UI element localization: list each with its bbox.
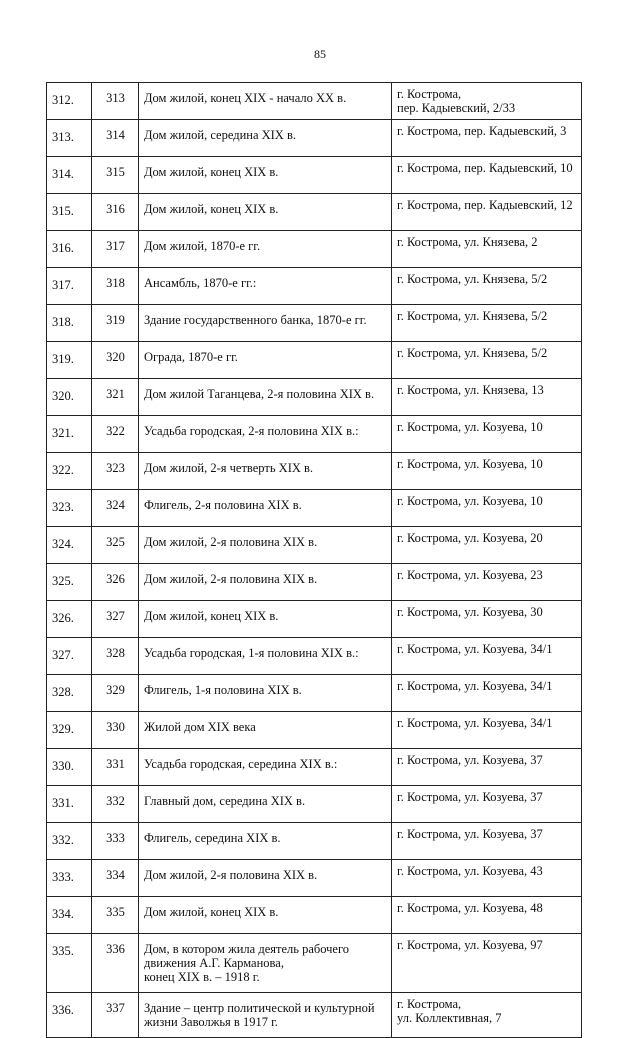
object-code: 330 xyxy=(92,712,139,749)
row-number: 314. xyxy=(47,157,92,194)
object-code: 322 xyxy=(92,416,139,453)
table-row xyxy=(47,342,582,379)
object-name: Усадьба городская, середина XIX в.: xyxy=(139,749,392,786)
object-code: 314 xyxy=(92,120,139,157)
table-row xyxy=(47,527,582,564)
object-code: 328 xyxy=(92,638,139,675)
object-address: г. Кострома, ул. Козуева, 34/1 xyxy=(392,675,582,712)
object-name: Здание государственного банка, 1870-е гг. xyxy=(139,305,392,342)
table-row xyxy=(47,379,582,416)
object-name: Ограда, 1870-е гг. xyxy=(139,342,392,379)
row-number: 324. xyxy=(47,527,92,564)
table-row xyxy=(47,194,582,231)
table-row xyxy=(47,453,582,490)
table-row xyxy=(47,638,582,675)
object-name: Дом жилой, конец XIX в. xyxy=(139,897,392,934)
table-row xyxy=(47,786,582,823)
object-address: г. Кострома, пер. Кадыевский, 2/33 xyxy=(392,83,582,120)
object-code: 324 xyxy=(92,490,139,527)
row-number: 320. xyxy=(47,379,92,416)
row-number: 327. xyxy=(47,638,92,675)
object-address: г. Кострома, ул. Козуева, 23 xyxy=(392,564,582,601)
object-name: Флигель, 1-я половина XIX в. xyxy=(139,675,392,712)
object-address: г. Кострома, ул. Князева, 2 xyxy=(392,231,582,268)
table-row xyxy=(47,231,582,268)
object-name: Дом жилой Таганцева, 2-я половина XIX в. xyxy=(139,379,392,416)
object-code: 329 xyxy=(92,675,139,712)
object-code: 326 xyxy=(92,564,139,601)
row-number: 316. xyxy=(47,231,92,268)
table-row xyxy=(47,157,582,194)
row-number: 336. xyxy=(47,993,92,1038)
object-code: 317 xyxy=(92,231,139,268)
object-code: 318 xyxy=(92,268,139,305)
object-name: Дом жилой, конец XIX в. xyxy=(139,194,392,231)
object-name: Флигель, 2-я половина XIX в. xyxy=(139,490,392,527)
object-code: 332 xyxy=(92,786,139,823)
object-name: Дом жилой, середина XIX в. xyxy=(139,120,392,157)
row-number: 326. xyxy=(47,601,92,638)
object-address: г. Кострома, ул. Козуева, 43 xyxy=(392,860,582,897)
object-address: г. Кострома, ул. Князева, 13 xyxy=(392,379,582,416)
table-row xyxy=(47,564,582,601)
object-address: г. Кострома, ул. Козуева, 48 xyxy=(392,897,582,934)
row-number: 312. xyxy=(47,83,92,120)
row-number: 331. xyxy=(47,786,92,823)
object-address: г. Кострома, пер. Кадыевский, 12 xyxy=(392,194,582,231)
row-number: 334. xyxy=(47,897,92,934)
object-address: г. Кострома, ул. Козуева, 37 xyxy=(392,823,582,860)
table-row xyxy=(47,83,582,120)
object-code: 337 xyxy=(92,993,139,1038)
table-row xyxy=(47,993,582,1038)
row-number: 322. xyxy=(47,453,92,490)
object-name: Дом жилой, конец XIX в. xyxy=(139,157,392,194)
table-row xyxy=(47,601,582,638)
row-number: 313. xyxy=(47,120,92,157)
table-body xyxy=(47,83,582,1038)
object-name: Ансамбль, 1870-е гг.: xyxy=(139,268,392,305)
object-address: г. Кострома, ул. Князева, 5/2 xyxy=(392,305,582,342)
row-number: 333. xyxy=(47,860,92,897)
table-row xyxy=(47,305,582,342)
object-name: Здание – центр политической и культурной жизни Заволжья в 1917 г. xyxy=(139,993,392,1038)
object-address: г. Кострома, пер. Кадыевский, 3 xyxy=(392,120,582,157)
object-address: г. Кострома, ул. Коллективная, 7 xyxy=(392,993,582,1038)
table-row xyxy=(47,934,582,993)
table-row xyxy=(47,749,582,786)
row-number: 328. xyxy=(47,675,92,712)
object-name: Дом жилой, 2-я половина XIX в. xyxy=(139,527,392,564)
object-name: Дом жилой, конец XIX в. xyxy=(139,601,392,638)
table-row xyxy=(47,712,582,749)
table-row xyxy=(47,490,582,527)
object-code: 313 xyxy=(92,83,139,120)
object-name: Главный дом, середина XIX в. xyxy=(139,786,392,823)
table-row xyxy=(47,675,582,712)
object-code: 319 xyxy=(92,305,139,342)
table-row xyxy=(47,416,582,453)
row-number: 325. xyxy=(47,564,92,601)
row-number: 318. xyxy=(47,305,92,342)
table-row xyxy=(47,268,582,305)
object-address: г. Кострома, ул. Князева, 5/2 xyxy=(392,268,582,305)
object-name: Жилой дом XIX века xyxy=(139,712,392,749)
object-code: 323 xyxy=(92,453,139,490)
object-name: Дом, в котором жила деятель рабочего движения А.Г. Карманова, конец XIX в. – 1918 г. xyxy=(139,934,392,993)
object-address: г. Кострома, ул. Князева, 5/2 xyxy=(392,342,582,379)
object-address: г. Кострома, ул. Козуева, 10 xyxy=(392,490,582,527)
table-row xyxy=(47,897,582,934)
page-number: 85 xyxy=(314,47,326,61)
object-code: 320 xyxy=(92,342,139,379)
object-name: Дом жилой, 2-я четверть XIX в. xyxy=(139,453,392,490)
object-code: 333 xyxy=(92,823,139,860)
object-code: 321 xyxy=(92,379,139,416)
object-address: г. Кострома, ул. Козуева, 10 xyxy=(392,453,582,490)
object-code: 327 xyxy=(92,601,139,638)
object-name: Усадьба городская, 2-я половина XIX в.: xyxy=(139,416,392,453)
object-name: Дом жилой, 1870-е гг. xyxy=(139,231,392,268)
object-name: Дом жилой, конец XIX - начало XX в. xyxy=(139,83,392,120)
object-code: 335 xyxy=(92,897,139,934)
object-code: 315 xyxy=(92,157,139,194)
object-address: г. Кострома, пер. Кадыевский, 10 xyxy=(392,157,582,194)
object-address: г. Кострома, ул. Козуева, 37 xyxy=(392,786,582,823)
row-number: 315. xyxy=(47,194,92,231)
row-number: 330. xyxy=(47,749,92,786)
object-code: 325 xyxy=(92,527,139,564)
object-address: г. Кострома, ул. Козуева, 37 xyxy=(392,749,582,786)
row-number: 317. xyxy=(47,268,92,305)
row-number: 335. xyxy=(47,934,92,993)
table-row xyxy=(47,823,582,860)
row-number: 323. xyxy=(47,490,92,527)
object-name: Дом жилой, 2-я половина XIX в. xyxy=(139,564,392,601)
row-number: 321. xyxy=(47,416,92,453)
object-code: 334 xyxy=(92,860,139,897)
row-number: 319. xyxy=(47,342,92,379)
object-name: Флигель, середина XIX в. xyxy=(139,823,392,860)
row-number: 332. xyxy=(47,823,92,860)
object-address: г. Кострома, ул. Козуева, 10 xyxy=(392,416,582,453)
table-row xyxy=(47,860,582,897)
object-code: 316 xyxy=(92,194,139,231)
object-address: г. Кострома, ул. Козуева, 30 xyxy=(392,601,582,638)
heritage-registry-table xyxy=(46,82,582,1038)
object-address: г. Кострома, ул. Козуева, 34/1 xyxy=(392,712,582,749)
object-name: Усадьба городская, 1-я половина XIX в.: xyxy=(139,638,392,675)
table-row xyxy=(47,120,582,157)
object-address: г. Кострома, ул. Козуева, 34/1 xyxy=(392,638,582,675)
object-code: 336 xyxy=(92,934,139,993)
object-code: 331 xyxy=(92,749,139,786)
object-address: г. Кострома, ул. Козуева, 20 xyxy=(392,527,582,564)
row-number: 329. xyxy=(47,712,92,749)
object-name: Дом жилой, 2-я половина XIX в. xyxy=(139,860,392,897)
object-address: г. Кострома, ул. Козуева, 97 xyxy=(392,934,582,993)
